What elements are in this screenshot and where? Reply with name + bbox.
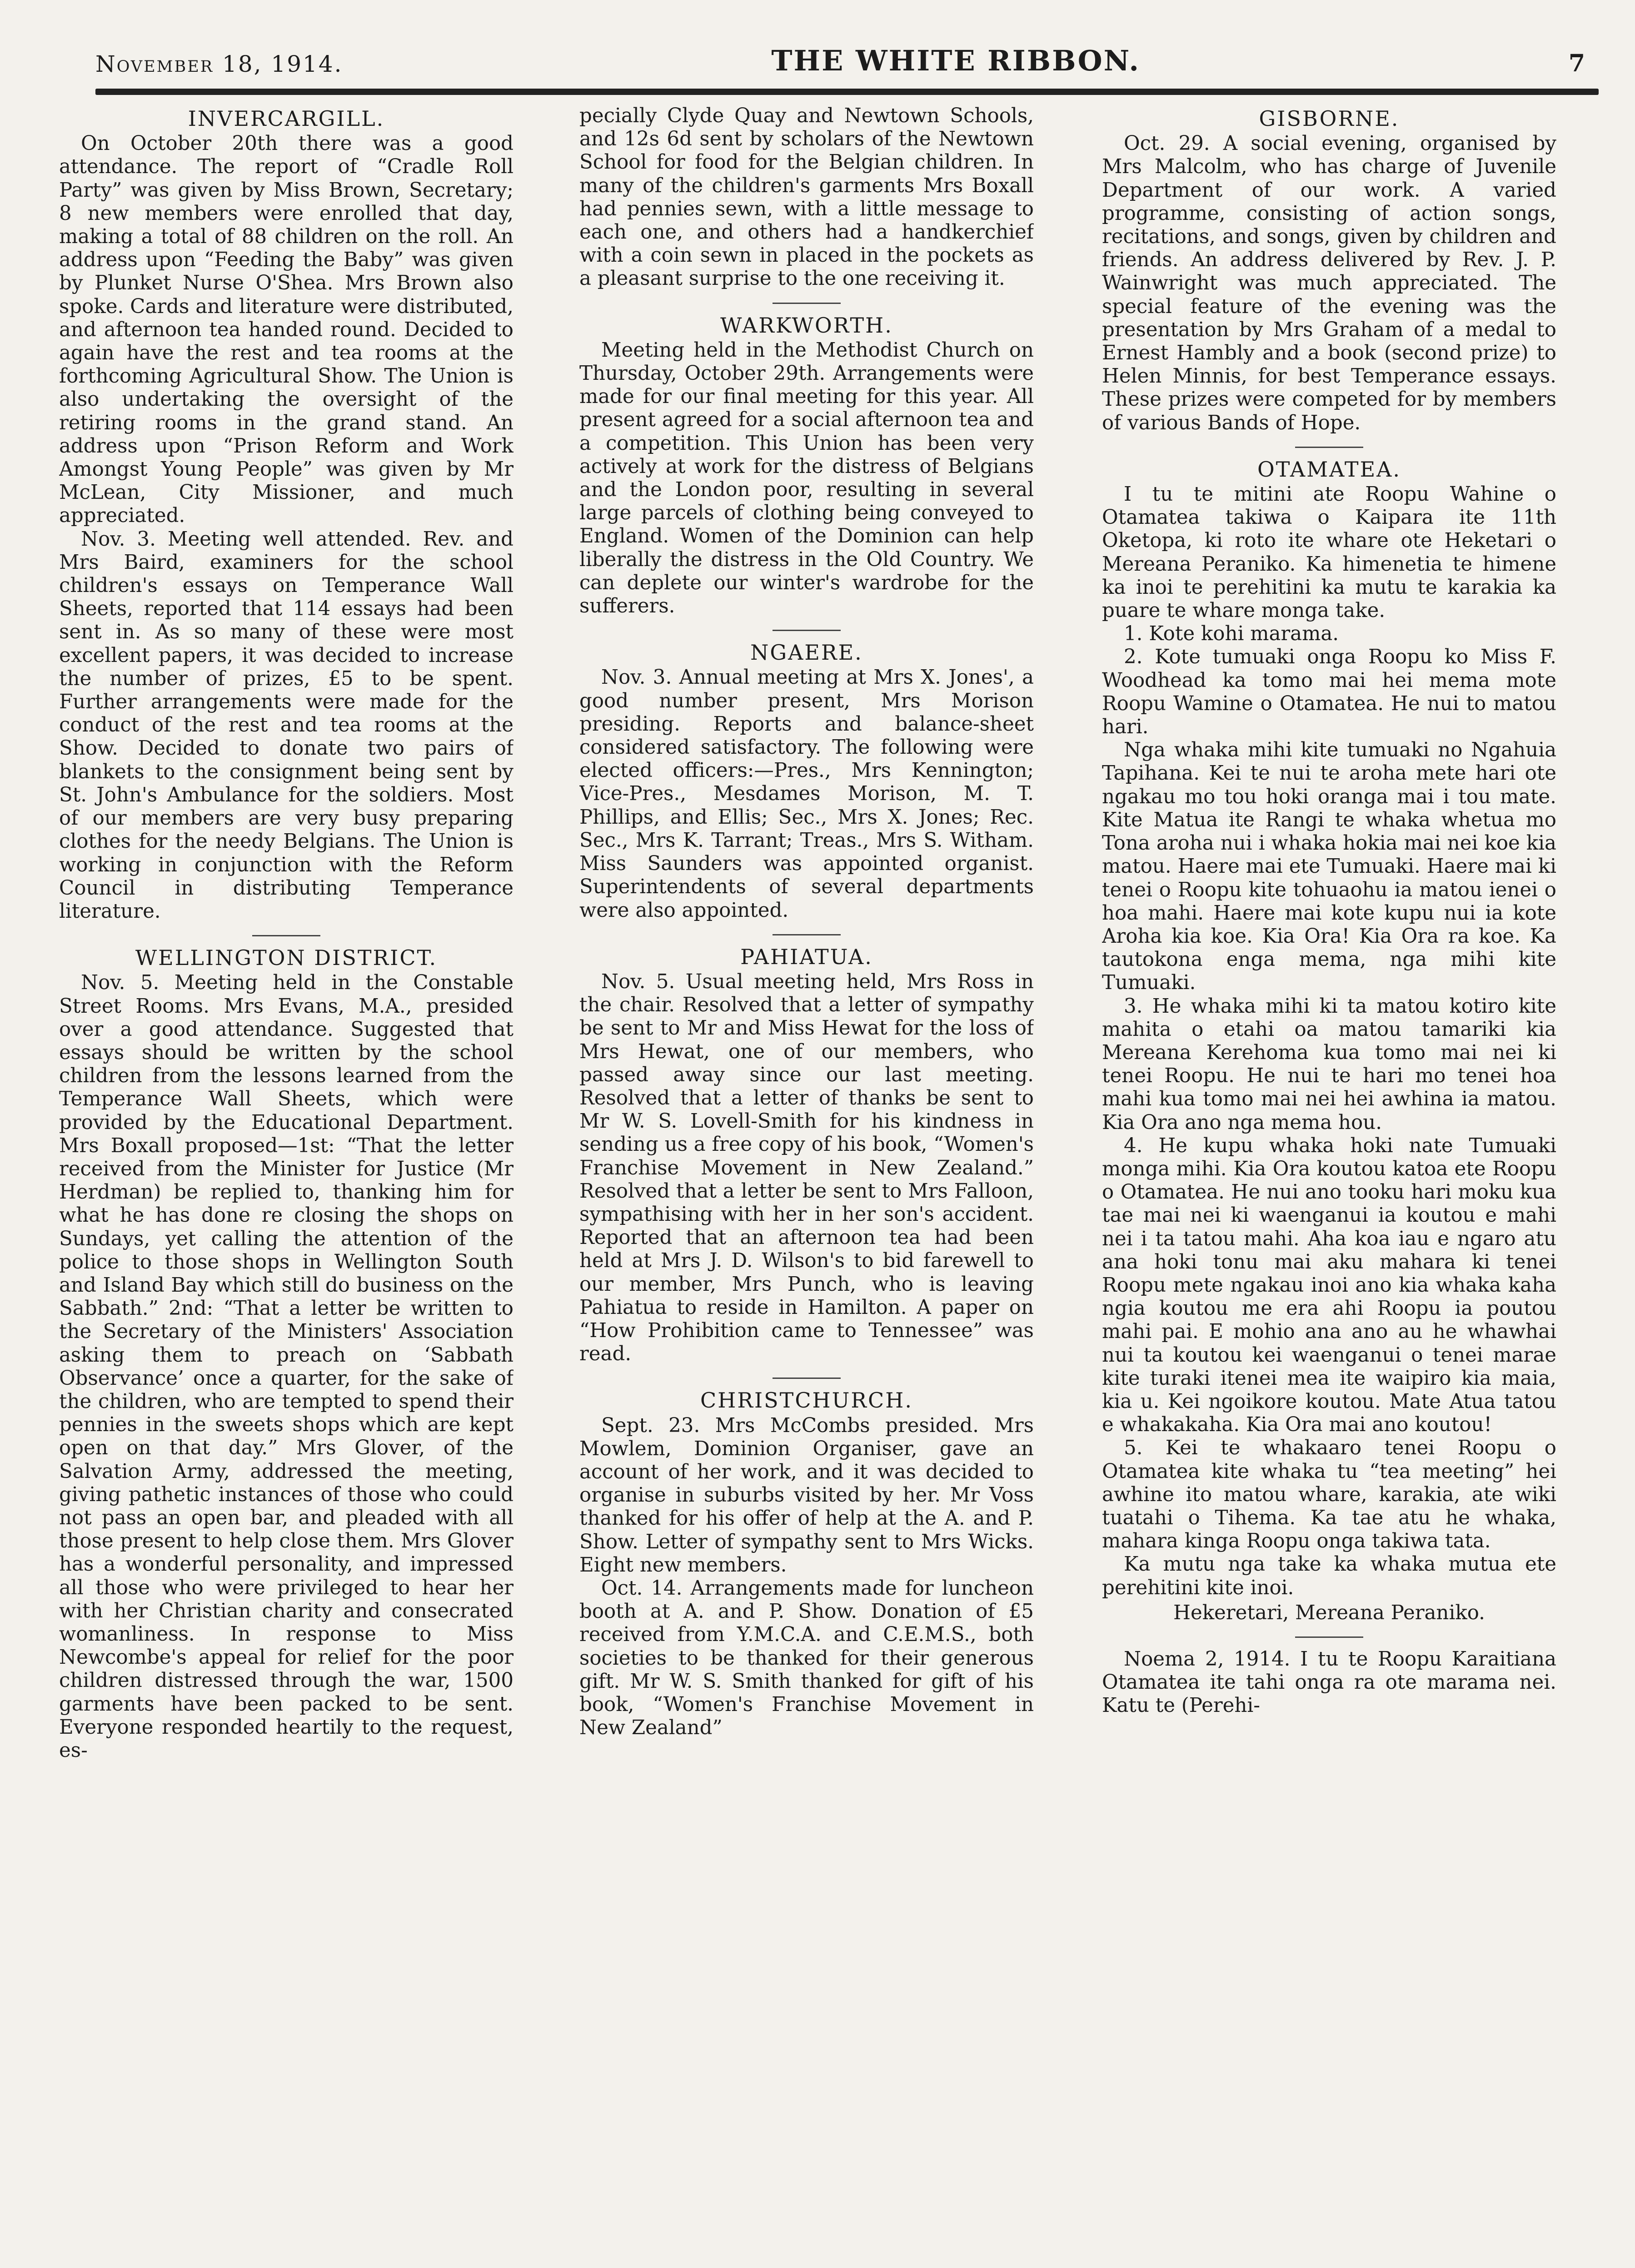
header-rule bbox=[95, 89, 1599, 95]
report-heading: NGAERE. bbox=[750, 640, 863, 665]
report-paragraph: Oct. 14. Arrangements made for luncheon booth at A. and P. Show. Donation of £5 received from Y.M.C.A. and C.E.M.S., both societies to be thanked for their generous gift. Mr W. S. Smith thanked for gift of his book, “Women's Franchise Movement in New Zealand” bbox=[579, 1577, 1034, 1740]
report-invercargill bbox=[59, 107, 513, 923]
section-divider bbox=[252, 935, 320, 936]
report-otamatea bbox=[1102, 458, 1556, 1625]
section-divider bbox=[1295, 447, 1363, 448]
section-divider bbox=[773, 630, 841, 631]
report-heading: PAHIATUA. bbox=[740, 944, 873, 969]
continued-paragraph: pecially Clyde Quay and Newtown Schools, and 12s 6d sent by scholars of the Newtown School for food for the Belgian children. In many of the children's garments Mrs Boxall had pennies sewn, with a little message to each one, and others had a handkerchief with a coin sewn in placed in the pockets as a pleasant surprise to the one receiving it. bbox=[579, 104, 1034, 290]
report-pahiatua bbox=[579, 945, 1034, 1366]
report-paragraph: Oct. 29. A social evening, organised by Mrs Malcolm, who has charge of Juvenile Department of our work. A varied programme, consisting of action songs, recitations, and songs, given by children and friends. An address delivered by Rev. J. P. Wainwright was much appreciated. The special feature of the evening was the presentation by Mrs Graham of a medal to Ernest Hambly and a book (second prize) to Helen Minnis, for best Temperance essays. These prizes were competed for by members of various Bands of Hope. bbox=[1102, 132, 1556, 434]
report-heading: INVERCARGILL. bbox=[188, 106, 385, 131]
report-christchurch bbox=[579, 1389, 1034, 1740]
report-paragraph: Meeting held in the Methodist Church on Thursday, October 29th. Arrangements were made for our final meeting for this year. All present agreed for a social afternoon tea and a competition. This Union has been very actively at work for the distress of Belgians and the London poor, resulting in several large parcels of clothing being conveyed to England. Women of the Dominion can help liberally the distress in the Old Country. We can deplete our winter's wardrobe for the sufferers. bbox=[579, 338, 1034, 618]
report-signature: Hekeretari, Mereana Peraniko. bbox=[1173, 1601, 1485, 1624]
report-heading: WARKWORTH. bbox=[720, 313, 893, 338]
column-2 bbox=[579, 104, 1034, 1740]
report-paragraph: Nov. 3. Annual meeting at Mrs X. Jones', a good number present, Mrs Morison presiding. Reports and balance-sheet considered satisfactory. The following were elected officers:—Pres., Mrs Kennington; Vice-Pres., Mesdames Morison, M. T. Phillips, and Ellis; Sec., Mrs X. Jones; Rec. Sec., Mrs K. Tarrant; Treas., Mrs S. Witham. Miss Saunders was appointed organist. Superintendents of several departments were also appointed. bbox=[579, 666, 1034, 922]
report-heading: CHRISTCHURCH. bbox=[700, 1388, 913, 1413]
report-wellington-district bbox=[59, 946, 513, 1762]
section-divider bbox=[773, 303, 841, 304]
publication-title: THE WHITE RIBBON. bbox=[771, 44, 1140, 77]
report-paragraph: 1. Kote kohi marama. bbox=[1124, 622, 1339, 646]
report-paragraph: Nov. 5. Usual meeting held, Mrs Ross in the chair. Resolved that a letter of sympathy be sent to Mr and Miss Hewat for the loss of Mrs Hewat, one of our members, who passed away since our last meeting. Resolved that a letter of thanks be sent to Mr W. S. Lovell-Smith for his kindness in sending us a free copy of his book, “Women's Franchise Movement in New Zealand.” Resolved that a letter be sent to Mrs Falloon, sympathising with her in her son's accident. Reported that an afternoon tea had been held at Mrs J. D. Wilson's to bid farewell to our member, Mrs Punch, who is leaving Pahiatua to reside in Hamilton. A paper on “How Prohibition came to Tennessee” was read. bbox=[579, 970, 1034, 1366]
report-paragraph: Nov. 5. Meeting held in the Constable Street Rooms. Mrs Evans, M.A., presided over a good attendance. Suggested that essays should be written by the school children from the lessons learned from the Temperance Wall Sheets, which were provided by the Educational Department. Mrs Boxall proposed—1st: “That the letter received from the Minister for Justice (Mr Herdman) be replied to, thanking him for what he has done re closing the shops on Sundays, yet calling the attention of the police to those shops in Wellington South and Island Bay which still do business on the Sabbath.” 2nd: “That a letter be written to the Secretary of the Ministers' Association asking them to preach on ‘Sabbath Observance’ once a quarter, for the sake of the children, who are tempted to spend their pennies in the sweets shops which are kept open on that day.” Mrs Glover, of the Salvation Army, addressed the meeting, giving pathetic instances of those who could not pass an open bar, and pleaded with all those present to help close them. Mrs Glover has a wonderful personality, and impressed all those who were privileged to hear her with her Christian charity and consecrated womanliness. In response to Miss Newcombe's appeal for relief for the poor children distressed through the war, 1500 garments have been packed to be sent. Everyone responded heartily to the request, es- bbox=[59, 971, 513, 1762]
masthead bbox=[95, 27, 1599, 77]
report-paragraph: I tu te mitini ate Roopu Wahine o Otamatea takiwa o Kaipara ite 11th Oketopa, ki roto ite whare ote Heketari o Mereana Peraniko. Ka himenetia te himene ka inoi te perehitini ka mutu te karakia ka puare te whare monga take. bbox=[1102, 483, 1556, 622]
report-ngaere bbox=[579, 641, 1034, 922]
section-divider bbox=[773, 934, 841, 935]
report-gisborne bbox=[1102, 107, 1556, 435]
report-heading: GISBORNE. bbox=[1259, 106, 1400, 131]
report-paragraph: 5. Kei te whakaaro tenei Roopu o Otamatea kite whaka tu “tea meeting” hei awhine ito matou whare, karakia, ate wiki tuatahi o Tihema. Ka tae atu he whaka, mahara kinga Roopu onga takiwa tata. bbox=[1102, 1437, 1556, 1553]
report-paragraph: Noema 2, 1914. I tu te Roopu Karaitiana Otamatea ite tahi onga ra ote marama nei. Katu te (Perehi- bbox=[1102, 1648, 1556, 1717]
report-paragraph: 3. He whaka mihi ki ta matou kotiro kite mahita o etahi oa matou tamariki kia Mereana Kerehoma kua tomo mai nei ki tenei Roopu. He nui te hari mo tenei hoa mahi kua tomo mai nei hei awhina ia matou. Kia Ora ano nga mema hou. bbox=[1102, 995, 1556, 1134]
section-divider bbox=[773, 1378, 841, 1379]
report-warkworth bbox=[579, 314, 1034, 618]
report-paragraph: Ka mutu nga take ka whaka mutua ete perehitini kite inoi. bbox=[1102, 1553, 1556, 1599]
report-heading: OTAMATEA. bbox=[1257, 457, 1401, 482]
report-paragraph: Sept. 23. Mrs McCombs presided. Mrs Mowlem, Dominion Organiser, gave an account of her work, and it was decided to organise in suburbs visited by her. Mr Voss thanked for his offer of help at the A. and P. Show. Letter of sympathy sent to Mrs Wicks. Eight new members. bbox=[579, 1414, 1034, 1577]
report-paragraph: 2. Kote tumuaki onga Roopu ko Miss F. Woodhead ka tomo mai hei mema mote Roopu Wamine o Otamatea. He nui to matou hari. bbox=[1102, 646, 1556, 739]
column-1 bbox=[59, 104, 513, 1762]
section-divider bbox=[1295, 1636, 1363, 1638]
report-heading: WELLINGTON DISTRICT. bbox=[135, 945, 438, 970]
column-3 bbox=[1102, 104, 1556, 1718]
report-paragraph: Nov. 3. Meeting well attended. Rev. and Mrs Baird, examiners for the school children's essays on Temperance Wall Sheets, reported that 114 essays had been sent in. As so many of these were most excellent papers, it was decided to increase the number of prizes, £5 to be spent. Further arrangements were made for the conduct of the rest and tea rooms at the Show. Decided to donate two pairs of blankets to the consignment being sent by St. John's Ambulance for the soldiers. Most of our members are very busy preparing clothes for the needy Belgians. The Union is working in conjunction with the Reform Council in distributing Temperance literature. bbox=[59, 527, 513, 923]
issue-date: November 18, 1914. bbox=[95, 51, 343, 77]
report-paragraph: 4. He kupu whaka hoki nate Tumuaki monga mihi. Kia Ora koutou katoa ete Roopu o Otamatea. He nui ano tooku hari moku kua tae mai nei ki waenganui ia koutou e mahi nei i ta tatou mahi. Aha koa iau e ngaro atu ana hoki tonu mai aku mahara ki tenei Roopu mete ngakau inoi ano kia whaka kaha ngia koutou me era ahi Roopu ia poutou mahi pai. E mohio ana ano au he whawhai nui ta koutou kei waenganui o tenei marae kite turaki itenei mea ite waipiro kia maia, kia u. Kei ngoikore koutou. Mate Atua tatou e whakakaha. Kia Ora mai ano koutou! bbox=[1102, 1134, 1556, 1437]
page-number: 7 bbox=[1568, 50, 1585, 77]
report-paragraph: On October 20th there was a good attendance. The report of “Cradle Roll Party” was given by Miss Brown, Secretary; 8 new members were enrolled that day, making a total of 88 children on the roll. An address upon “Feeding the Baby” was given by Plunket Nurse O'Shea. Mrs Brown also spoke. Cards and literature were distributed, and afternoon tea handed round. Decided to again have the rest and tea rooms at the forthcoming Agricultural Show. The Union is also undertaking the oversight of the retiring rooms in the grand stand. An address upon “Prison Reform and Work Amongst Young People” was given by Mr McLean, City Missioner, and much appreciated. bbox=[59, 132, 513, 527]
report-paragraph: Nga whaka mihi kite tumuaki no Ngahuia Tapihana. Kei te nui te aroha mete hari ote ngakau mo tou hoki oranga mai i tou mate. Kite Matua ite Rangi te whaka whetua mo Tona aroha nui i whaka hokia mai nei koe kia matou. Haere mai ete Tumuaki. Haere mai ki tenei o Roopu kite tohuaohu ia matou ienei o hoa mahi. Haere mai kote kupu nui ia kote Aroha kia koe. Kia Ora! Kia Ora ra koe. Ka tautokona enga mema, nga mihi kite Tumuaki. bbox=[1102, 739, 1556, 995]
